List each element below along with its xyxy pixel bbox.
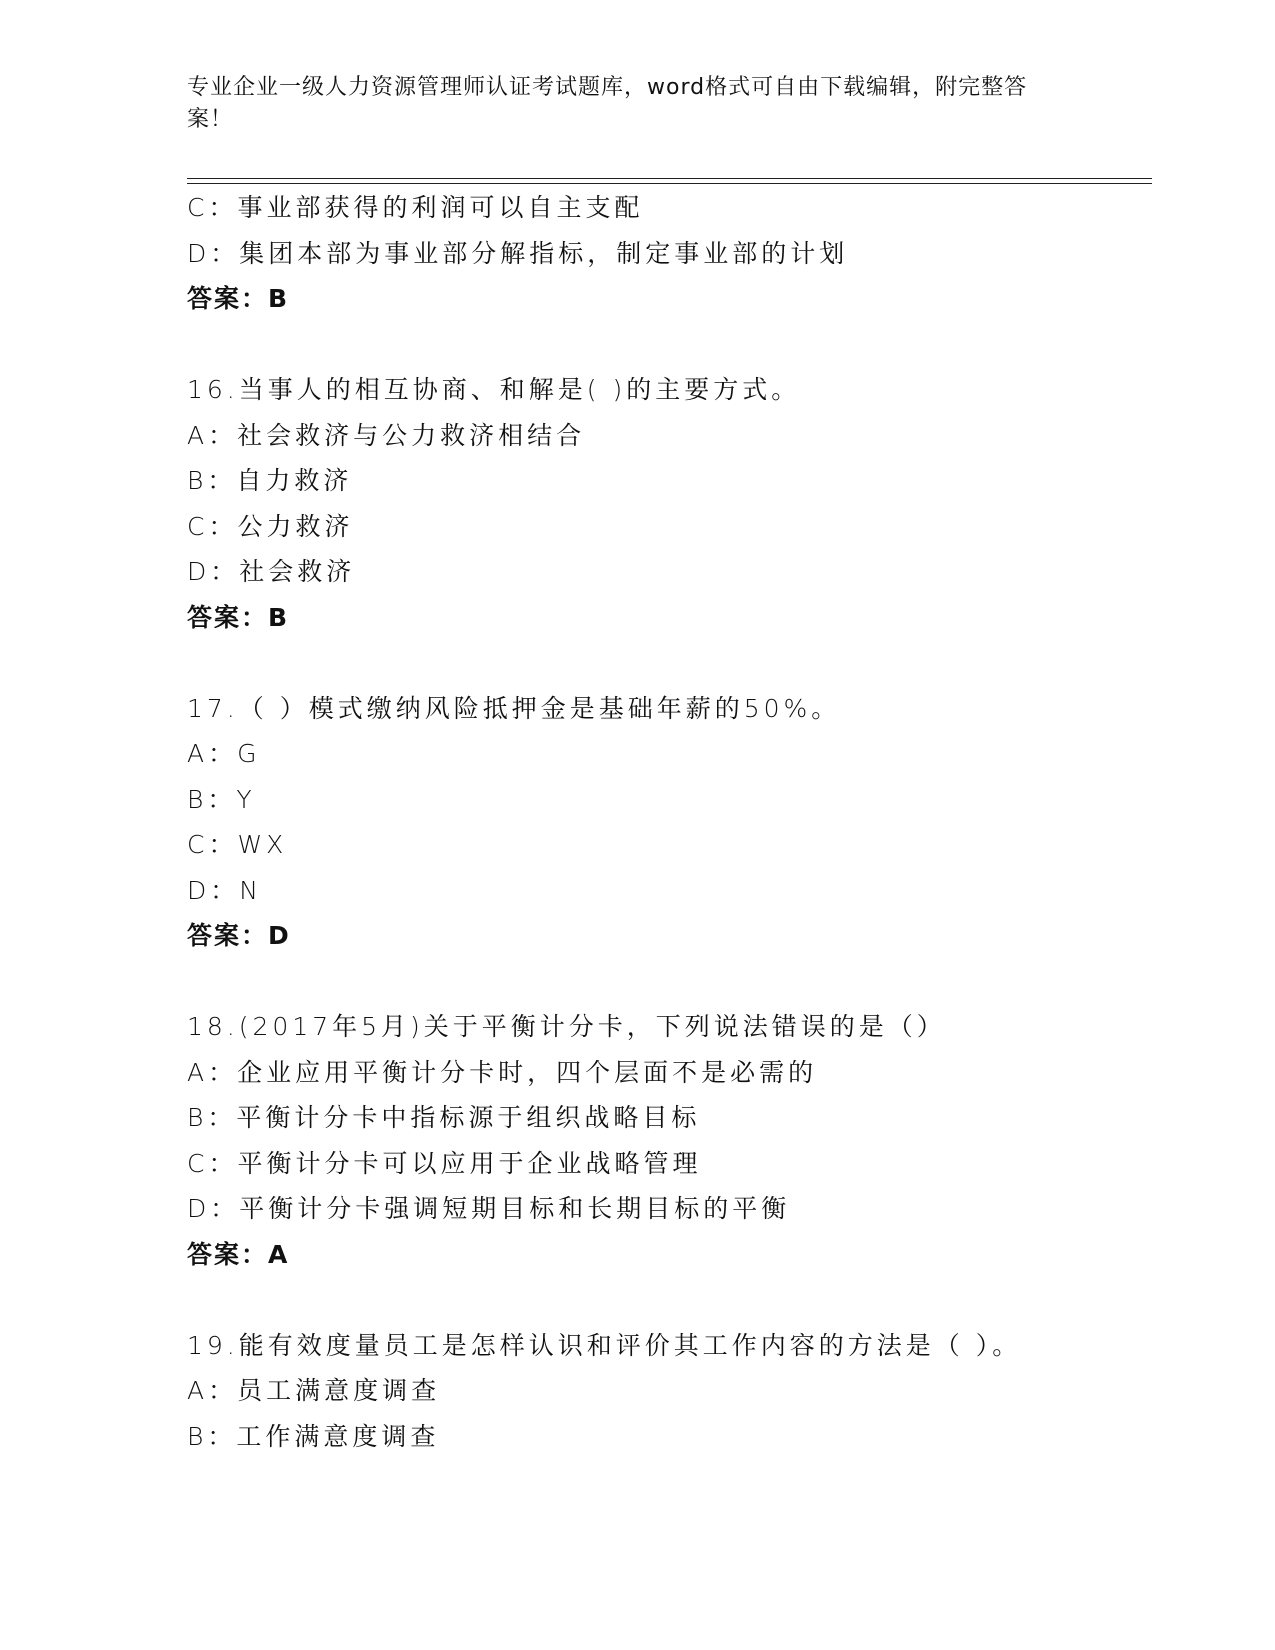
- spacer: [187, 959, 1147, 1004]
- answer-line: 答案：A: [187, 1239, 290, 1269]
- option-a: A：社会救济与公力救济相结合: [187, 420, 586, 450]
- question-content: [187, 185, 1147, 1459]
- answer-line: 答案：B: [187, 284, 290, 313]
- option-a: A：G: [187, 739, 261, 768]
- option-b: B：Y: [187, 784, 256, 814]
- document-header: 专业企业一级人力资源管理师认证考试题库，word格式可自由下载编辑，附完整答案！: [187, 75, 1028, 132]
- spacer: [187, 641, 1147, 686]
- option-c: C：事业部获得的利润可以自主支配: [187, 193, 644, 222]
- option-c: C：WX: [187, 830, 288, 859]
- question-stem: 19.能有效度量员工是怎样认识和评价其工作内容的方法是（ ）。: [187, 1330, 1022, 1360]
- option-c: C：平衡计分卡可以应用于企业战略管理: [187, 1148, 702, 1178]
- answer-line: 答案：B: [187, 602, 290, 632]
- header-rule-bottom: [187, 183, 1152, 184]
- spacer: [187, 322, 1147, 367]
- option-d: D：社会救济: [187, 557, 356, 586]
- answer-line: 答案：D: [187, 921, 291, 950]
- option-b: B：自力救济: [187, 466, 353, 495]
- question-stem: 17.（ ）模式缴纳风险抵押金是基础年薪的50%。: [187, 693, 841, 723]
- option-d: D：集团本部为事业部分解指标，制定事业部的计划: [187, 238, 849, 268]
- option-a: A：员工满意度调查: [187, 1376, 441, 1405]
- option-c: C：公力救济: [187, 511, 354, 541]
- option-b: B：工作满意度调查: [187, 1421, 440, 1451]
- header-rule-top: [187, 178, 1152, 179]
- option-d: D：N: [187, 875, 262, 905]
- spacer: [187, 1278, 1147, 1323]
- option-d: D：平衡计分卡强调短期目标和长期目标的平衡: [187, 1194, 791, 1223]
- option-b: B：平衡计分卡中指标源于组织战略目标: [187, 1103, 701, 1132]
- option-a: A：企业应用平衡计分卡时，四个层面不是必需的: [187, 1057, 818, 1087]
- question-stem: 18.(2017年5月)关于平衡计分卡，下列说法错误的是（）: [187, 1012, 946, 1041]
- question-stem: 16.当事人的相互协商、和解是( )的主要方式。: [187, 375, 801, 404]
